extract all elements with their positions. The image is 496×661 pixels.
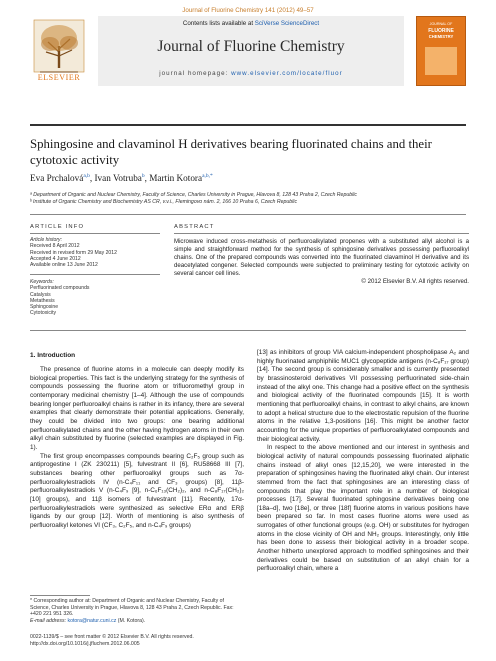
keyword-1: Perfluorinated compounds [30, 285, 90, 292]
intro-paragraph-2: The first group encompasses compounds bearing C₂F₅ group such as antiprogestine I (ZK 230211) [5], fulvestrant II [6], RU58668 III [7], substances bearing other perfluoroalkyl groups such as 7α-perfluoroalkylestradiols IV (n-C₄F₁₁ and CF₃ groups) [8], 11β-perfluoroalkylestradiols V (n-C₄F₉ [9], n-C₆F₁₃(CH₂)₂, and n-C₈F₁₇(CH₂)₂ [10] groups), and 11β isomers of fulvestrant [11]. Recently, 17α-perfluoroalkylestradiols were synthesized as selective ERα and ERβ ligands by our group [12]. Worth of mentioning is also synthesis of perfluoroalkyl ketones VI (CF₃, C₂F₅, and n-C₄F₉ groups) [30, 452, 244, 529]
corresponding-author-note [30, 598, 244, 624]
intro-paragraph-3: [13] as inhibitors of group VIA calcium-independent phospholipase A₂ and highly fluorinated amphiphilic MUC1 glycopeptide antigens (n-C₈F₁₇ group) [14]. The second group is considerably smaller and is currently presented by brassinosteroid derivatives VII possessing perfluorinated side-chain instead of the alkyl one. This change had a positive effect on the synthesis and biological activity of the fluorinated compounds [15]. It is worth mentioning that perfluoroalkyl chains, in contrast to alkyl chains, are known to adopt a helical structure due to the electrostatic repulsion of the fluorine atoms in the relative 1,3-positions [16]. This might be another factor accounting for the unique properties of perfluoroalkylated compounds and their biological activity. [257, 349, 469, 443]
abstract-bottom-rule [30, 330, 466, 331]
article-history [30, 237, 160, 268]
masthead-rule [30, 124, 466, 126]
keywords [30, 279, 160, 317]
footnote-rule [30, 595, 90, 596]
keyword-4: Sphingosine [30, 304, 59, 311]
author-list: Eva Prchalová$^{a,b}$, Ivan Votruba$^b$, Martin Kotora$^{a,b,*}$ [30, 173, 213, 184]
corresponding-author-text: * Corresponding author at: Department of Organic and Nuclear Chemistry, Faculty of Science, Charles University in Prague, Hlavova 8, 128 43 Praha 2, Czech Republic. Fax: +420 221 951 326. [30, 598, 234, 618]
author-3: Martin Kotora$^{a,b,*}$ [149, 173, 213, 184]
intro-heading: 1. Introduction [30, 352, 76, 359]
journal-cover [416, 16, 466, 86]
masthead [30, 16, 466, 87]
paper-title: Sphingosine and clavaminol H derivatives bearing fluorinated chains and their cytotoxic activity [30, 137, 432, 168]
contents-prefix: Contents lists available at [182, 20, 254, 27]
homepage-prefix: journal homepage: [159, 70, 232, 77]
article-info-rule [30, 233, 160, 234]
doi-link[interactable]: http://dx.doi.org/10.1016/j.jfluchem.2012.06.005 [30, 641, 140, 647]
contents-line [98, 20, 404, 27]
copyright-line: © 2012 Elsevier B.V. All rights reserved. [361, 278, 469, 285]
affiliation-b: ᵇ Institute of Organic Chemistry and Biochemistry AS CR, v.v.i., Flemingovo nám. 2, 166 10 Praha 6, Czech Republic [30, 199, 298, 205]
intro-paragraph-1: The presence of fluorine atoms in a molecule can deeply modify its biological properties. This fact is the underlying strategy for the synthesis of compounds possessing the fluorine atom or trifluoromethyl group in contemporary medicinal chemistry [1–4]. Although the use of compounds bearing longer perfluoroalkyl chains is rather in its infancy, there are several examples that clearly demonstrate their potential applications. Generally, they could be divided into two groups: one bearing additional perfluoroalkylated chains and the other having hydrogen atoms in their own alkyl chain substituted by fluorine (selected examples are displayed in Fig. 1). [30, 366, 244, 451]
history-label: Article history: [30, 237, 62, 243]
sciencedirect-link[interactable]: SciVerse ScienceDirect [254, 20, 320, 27]
email-label: E-mail address: [30, 617, 68, 624]
keyword-5: Cytotoxicity [30, 310, 57, 317]
journal-homepage [98, 70, 404, 77]
publisher-name: ELSEVIER [37, 73, 81, 82]
cover-graphic [425, 47, 457, 75]
email-line [30, 618, 244, 625]
email-link[interactable]: kotora@natur.cuni.cz [67, 617, 117, 624]
keyword-2: Catalysis [30, 291, 51, 298]
intro-paragraph-4: In respect to the above mentioned and our interest in synthesis and biological activity of natural compounds possessing fluorinated aliphatic chains instead of alkyl ones [12,15,20], we were interested in the preparation of sphingosines having the fluorinated alkyl chain. Our interest stemmed from the fact that sphingosines are an interesting class of compounds that play the important role in a number of biological processes [17]. Several fluorinated sphingosine derivatives being one [18a–d], two [18e], or three [18f] fluorine atoms in various positions have been prepared so far. In most cases fluorine atoms were used as surrogates of other functional groups (e.g. OH) or substitutes for hydrogen atoms in the close vicinity of OH and NH₂ groups. Interestingly, only little has been done to assess their biological activity in a broader scope. Another hitherto unexplored approach to modified sphingosines and their derivatives could be based on substitution of an alkyl chain for a perfluoroalkyl chain, where a [257, 444, 469, 573]
email-suffix: (M. Kotora). [116, 617, 146, 624]
cover-title-line-1: JOURNAL OF [429, 22, 453, 26]
journal-title-box [98, 16, 404, 86]
abstract-rule [174, 233, 469, 234]
right-column [257, 349, 469, 574]
keywords-rule [30, 274, 160, 275]
history-received: Received 8 April 2012 [30, 243, 80, 250]
elsevier-logo [30, 16, 88, 86]
affiliation-rule [30, 214, 466, 215]
abstract-heading: ABSTRACT [174, 224, 215, 230]
issn-line: 0022-1139/$ – see front matter © 2012 Elsevier B.V. All rights reserved. [30, 634, 194, 640]
history-online: Available online 13 June 2012 [30, 262, 98, 269]
keywords-label: Keywords: [30, 279, 54, 285]
homepage-link[interactable]: www.elsevier.com/locate/fluor [231, 70, 343, 77]
keyword-3: Metathesis [30, 297, 55, 304]
cover-title-line-3: CHEMISTRY [428, 34, 454, 39]
abstract-text: Microwave induced cross-metathesis of perfluoroalkylated propenes with a substituted allyl alcohol is a simple and straightforward method for the synthesis of sphingosine derivatives possessing perfluoroalkyl chains. One of the prepared compounds was converted into the fluorinated clavaminol H derivative and its deacetylated congener. Selected compounds were subjected to preliminary testing for cytotoxic activity on several cancer cell lines. [174, 238, 469, 278]
affiliation-a: ᵃ Department of Organic and Nuclear Chemistry, Faculty of Science, Charles University in Prague, Hlavova 8, 128 43 Praha 2, Czech Republic [30, 192, 357, 198]
article-info-heading: ARTICLE INFO [30, 224, 85, 230]
journal-title: Journal of Fluorine Chemistry [157, 38, 345, 55]
author-2: Ivan Votruba$^b$ [94, 173, 145, 184]
author-1: Eva Prchalová$^{a,b}$ [30, 173, 90, 184]
history-accepted: Accepted 4 June 2012 [30, 255, 81, 262]
cover-title-line-2: FLUORINE [428, 28, 454, 34]
left-column [30, 366, 244, 530]
running-head: Journal of Fluorine Chemistry 141 (2012) 49–57 [182, 7, 314, 14]
history-revised: Received in revised form 29 May 2012 [30, 249, 117, 256]
